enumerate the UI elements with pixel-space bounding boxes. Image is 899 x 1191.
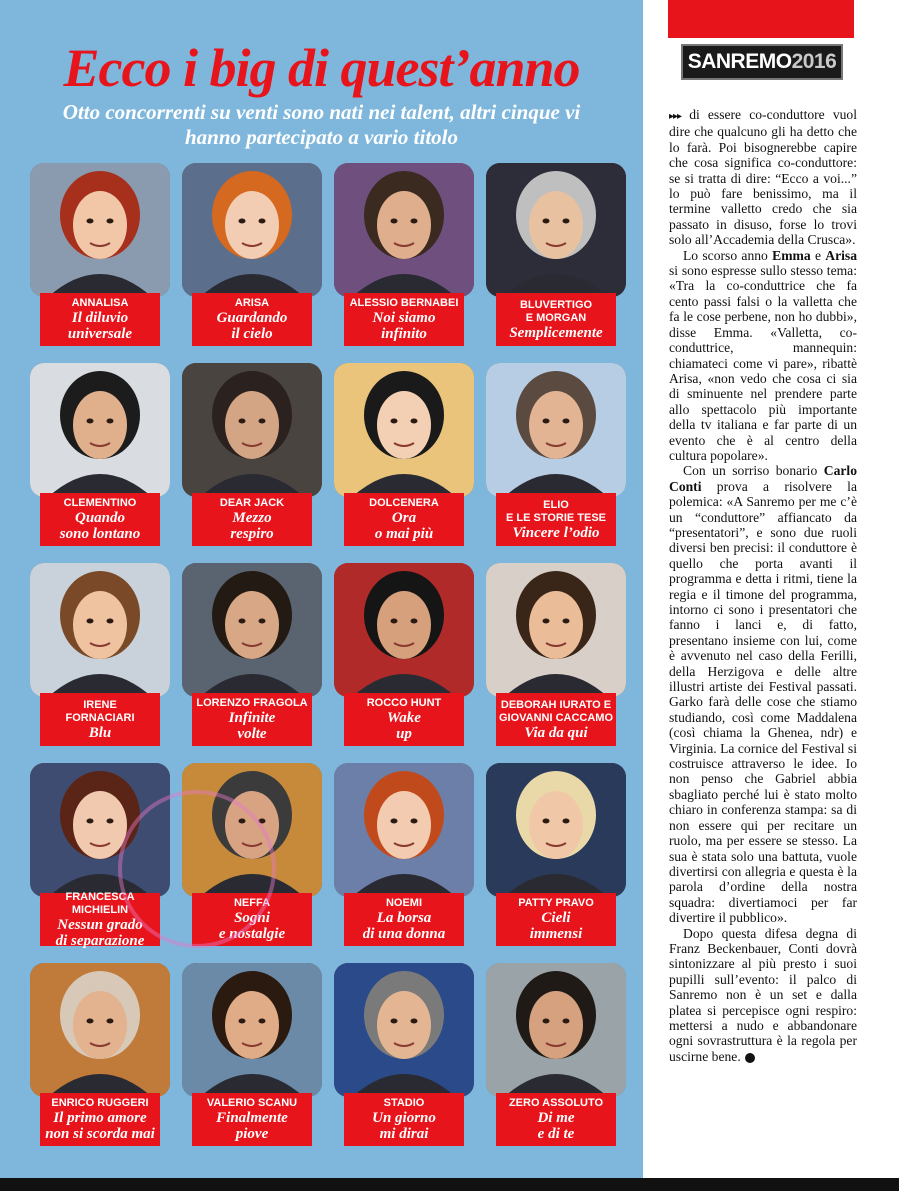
artist-photo xyxy=(486,163,626,297)
artist-name: NEFFA xyxy=(233,897,271,909)
artist-name: BLUVERTIGO E MORGAN xyxy=(519,298,593,324)
artist-card xyxy=(182,563,322,751)
artist-name: PATTY PRAVO xyxy=(518,897,594,909)
artist-name: DOLCENERA xyxy=(369,497,439,509)
artist-label xyxy=(344,693,464,746)
song-title: Sogni e nostalgie xyxy=(218,910,286,942)
artist-name: FRANCESCA MICHIELIN xyxy=(65,890,135,916)
sanremo-logo xyxy=(681,44,843,80)
song-title: Mezzo respiro xyxy=(230,510,274,542)
artist-photo xyxy=(334,363,474,497)
artist-photo xyxy=(182,963,322,1097)
article-column xyxy=(669,107,857,1064)
logo-text: SANREMO xyxy=(687,50,792,73)
artist-label xyxy=(496,1093,616,1146)
song-title: Via da qui xyxy=(524,724,588,741)
song-title: Il primo amore non si scorda mai xyxy=(45,1110,155,1142)
artist-name: DEBORAH IURATO E GIOVANNI CACCAMO xyxy=(498,698,614,724)
artist-name: ENRICO RUGGERI xyxy=(51,1097,149,1109)
artist-card xyxy=(182,363,322,551)
artist-card xyxy=(486,963,626,1151)
artist-card xyxy=(30,963,170,1151)
artist-label xyxy=(496,693,616,746)
song-title: Finalmente piove xyxy=(216,1110,288,1142)
artist-photo xyxy=(30,363,170,497)
artist-name: ANNALISA xyxy=(71,297,129,309)
artist-card xyxy=(334,563,474,751)
artist-name: VALERIO SCANU xyxy=(206,1097,298,1109)
artist-label xyxy=(496,493,616,546)
artist-card xyxy=(182,963,322,1151)
artist-photo xyxy=(182,563,322,697)
artist-name: STADIO xyxy=(383,1097,425,1109)
artist-label xyxy=(40,293,160,346)
artist-name: ROCCO HUNT xyxy=(366,697,442,709)
artist-name: ALESSIO BERNABEI xyxy=(349,297,459,309)
article-paragraph-4: Dopo questa difesa degna di Franz Beckenbauer, Conti dovrà sintonizzare al più presto i suoi pupilli sull’evento: il palco di Sanremo non è un set e dalla platea si percepisce ogni respiro: mettersi a nudo e abbandonare ogni sovrastruttura è la regola per uscirne bene. xyxy=(669,925,857,1064)
artist-card xyxy=(30,363,170,551)
artist-photo xyxy=(486,963,626,1097)
artist-photo xyxy=(486,763,626,897)
artist-label xyxy=(40,693,160,746)
artist-label xyxy=(192,493,312,546)
watermark-stamp xyxy=(118,790,276,948)
artist-card xyxy=(486,363,626,551)
song-title: Guardando il cielo xyxy=(216,310,288,342)
artist-label xyxy=(40,493,160,546)
page-subtitle: Otto concorrenti su venti sono nati nei talent, altri cinque vi hanno partecipato a vario titolo xyxy=(62,100,581,149)
artist-card xyxy=(486,763,626,951)
artist-card xyxy=(30,163,170,351)
artist-photo xyxy=(30,163,170,297)
song-title: Wake up xyxy=(387,710,421,742)
artist-name: ARISA xyxy=(234,297,270,309)
artist-card xyxy=(334,963,474,1151)
artist-label xyxy=(192,293,312,346)
page-bottom-bar xyxy=(0,1178,899,1191)
artist-photo xyxy=(486,563,626,697)
artist-label xyxy=(344,293,464,346)
artist-name: IRENE FORNACIARI xyxy=(65,698,135,724)
song-title: Nessun grado di separazione xyxy=(55,916,145,949)
artist-name: NOEMI xyxy=(385,897,423,909)
artist-name: ZERO ASSOLUTO xyxy=(508,1097,604,1109)
artist-photo xyxy=(30,963,170,1097)
artist-photo xyxy=(182,163,322,297)
artist-card xyxy=(182,163,322,351)
artist-card xyxy=(486,163,626,351)
song-title: Cieli immensi xyxy=(529,910,583,942)
artist-label xyxy=(344,493,464,546)
artist-name: LORENZO FRAGOLA xyxy=(196,697,308,709)
song-title: Ora o mai più xyxy=(374,510,434,542)
artist-photo xyxy=(334,963,474,1097)
song-title: Il diluvio universale xyxy=(67,310,133,342)
artist-card xyxy=(486,563,626,751)
song-title: Di me e di te xyxy=(537,1110,575,1142)
artist-name: DEAR JACK xyxy=(219,497,285,509)
artist-label xyxy=(344,1093,464,1146)
artist-label xyxy=(192,1093,312,1146)
artist-photo xyxy=(334,563,474,697)
song-title: La borsa di una donna xyxy=(362,910,446,942)
end-mark-icon xyxy=(745,1053,755,1063)
artist-card xyxy=(334,763,474,951)
artist-card xyxy=(30,563,170,751)
artist-photo xyxy=(486,363,626,497)
artist-card xyxy=(334,163,474,351)
artist-name: CLEMENTINO xyxy=(63,497,137,509)
continuation-arrows-icon: ▸▸▸ xyxy=(669,111,682,122)
logo-year: 2016 xyxy=(791,50,837,73)
song-title: Noi siamo infinito xyxy=(372,310,436,342)
artist-label xyxy=(192,693,312,746)
song-title: Infinite volte xyxy=(228,710,276,742)
artists-grid xyxy=(30,163,630,1148)
article-paragraph-3: Con un sorriso bonario Carlo Conti prova a risolvere la polemica: «A Sanremo per me c’è un “conduttore” affiancato da “presentatori”, e sono due ruoli diversi ben precisi: il conduttore è quello che porta avanti il programma e detta i ritmi, tiene la regia e il timone del programma, intorno ci sono i presentatori che fanno i lanci e, di fatto, presentano insieme con lui, come è avvenuto nel caso della Ferilli, della Herzigova e delle altre illustri artiste dei Festival passati. Garko farà delle cose che stiamo studiando, così come Maddalena (così chiama la Ghenea, ndr) e Virginia. La cornice del Festival si costruisce attraverso le idee. Io non penso che Gabriel abbia sbagliato perché lui è stato molto chiaro in conferenza stampa: sa di non essere qui per recitare un ruolo, ma per essere se stesso. La sua è stata solo una battuta, vuole divertirsi con allegria e questa è la parola d’ordine della nostra squadra: divertiamoci per far divertire il pubblico». xyxy=(669,463,857,926)
section-tab xyxy=(668,0,854,38)
artist-photo xyxy=(30,563,170,697)
artist-card xyxy=(334,363,474,551)
artist-label xyxy=(496,293,616,346)
artist-label xyxy=(496,893,616,946)
page-title: Ecco i big di quest’anno xyxy=(63,38,580,98)
song-title: Un giorno mi dirai xyxy=(372,1110,436,1142)
artist-label xyxy=(344,893,464,946)
song-title: Quando sono lontano xyxy=(59,510,141,542)
song-title: Semplicemente xyxy=(509,324,603,341)
article-paragraph-2: Lo scorso anno Emma e Arisa si sono espresse sullo stesso tema: «Tra la co-conduttrice che fa cento passi falsi o la valletta che fa le cose perbene, non ho dubbi», disse Emma. «Valletta, co-conduttrice, mannequin: chiamateci come vi pare», ribattè Arisa, «non vedo che cosa ci sia di sminuente nel prendere parte allo spettacolo più importante della tv italiana e far parte di un evento che è al centro della cultura popolare». xyxy=(669,247,857,463)
artist-photo xyxy=(182,363,322,497)
song-title: Vincere l’odio xyxy=(512,524,600,541)
artist-label xyxy=(40,1093,160,1146)
artist-photo xyxy=(334,763,474,897)
song-title: Blu xyxy=(88,724,112,741)
artist-photo xyxy=(334,163,474,297)
article-paragraph-1: ▸▸▸ di essere co-conduttore vuol dire che qualcuno gli ha detto che lo farà. Poi bisognerebbe capire che cosa significa co-conduttore: se si tratta di dire: “Ecco a voi...” lo può fare benissimo, ma il termine valletto credo che sia passato in disuso, forse lo trovi solo all’Accademia della Crusca». xyxy=(669,107,857,248)
artist-name: ELIO E LE STORIE TESE xyxy=(505,498,607,524)
